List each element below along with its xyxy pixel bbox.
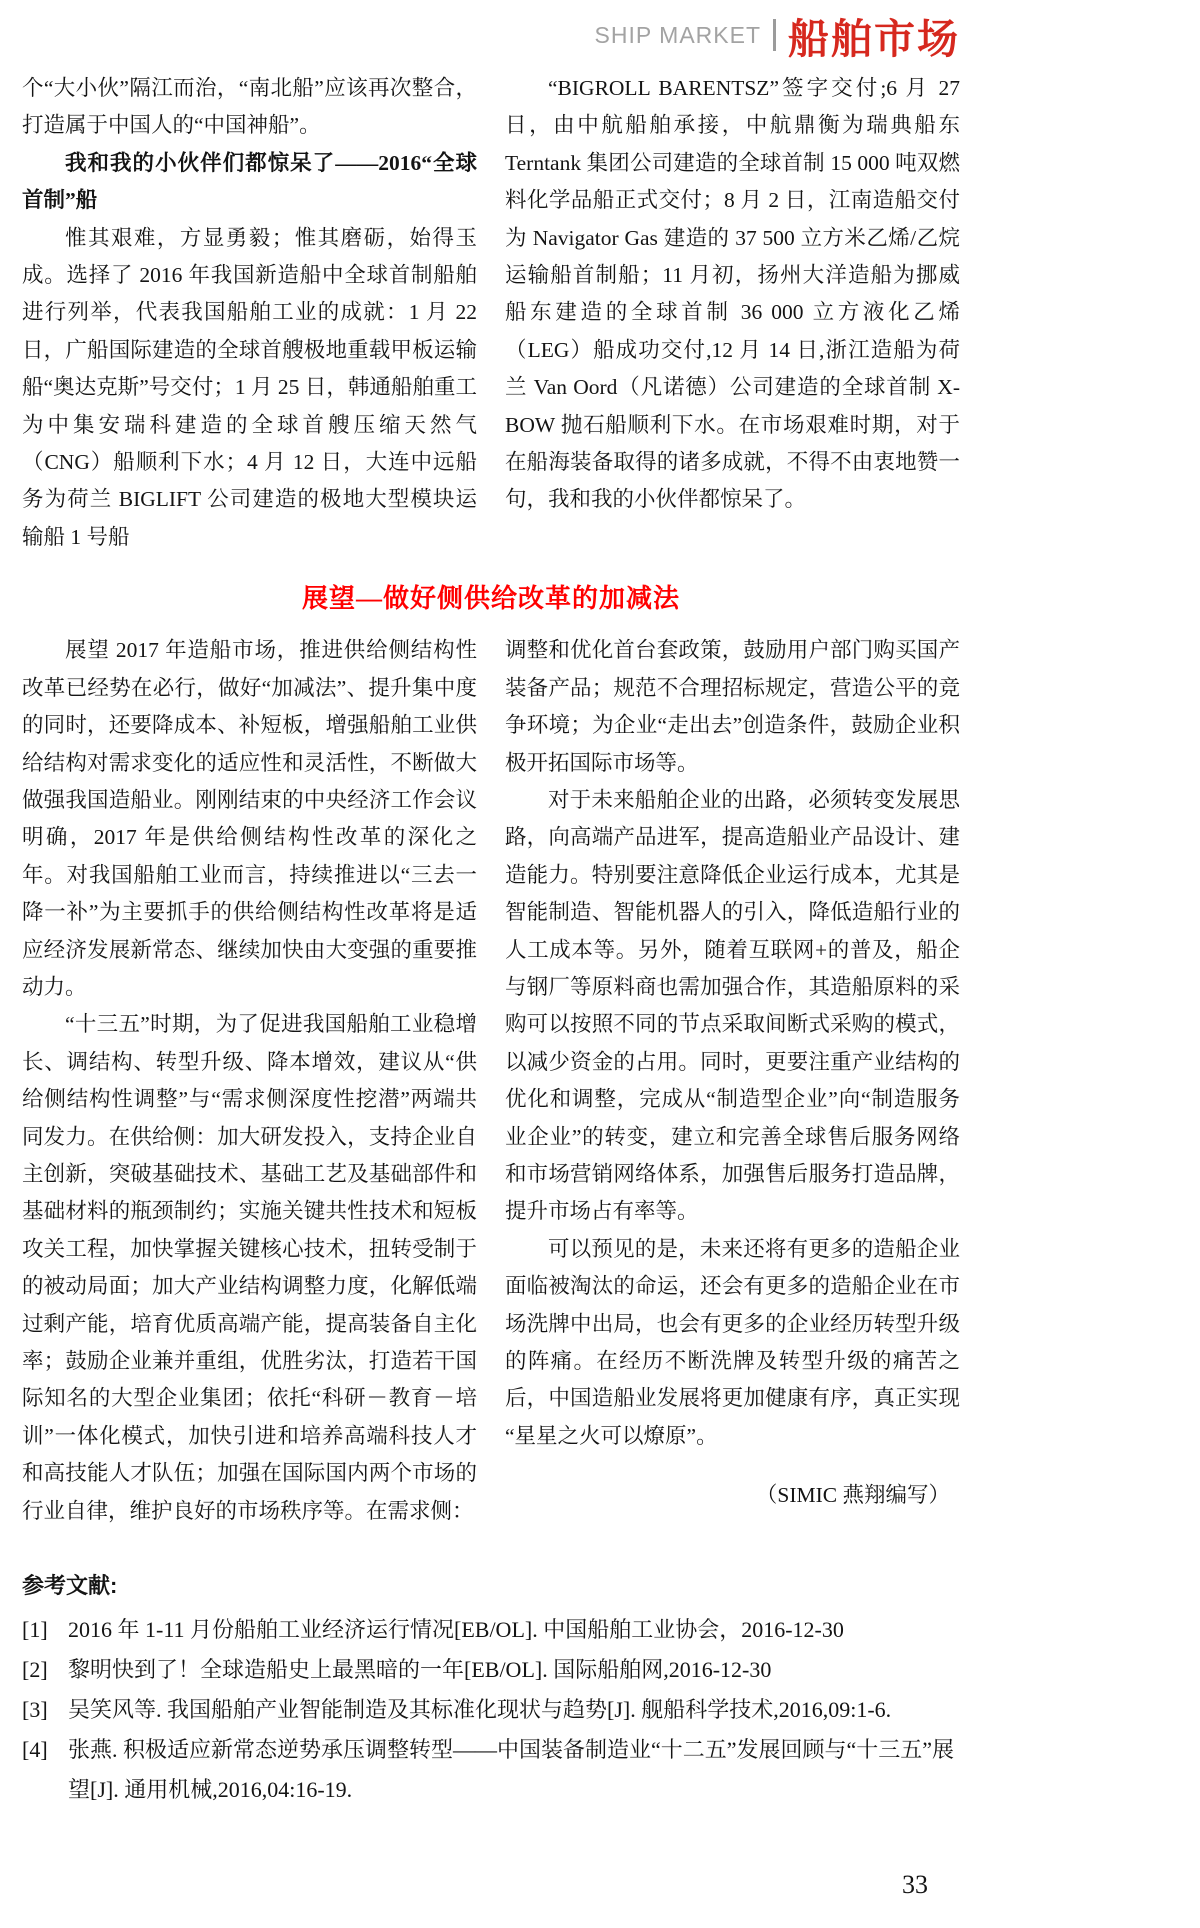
paragraph-ship-deliveries: 惟其艰难，方显勇毅；惟其磨砺，始得玉成。选择了 2016 年我国新造船中全球首制船舶进行列举，代表我国船舶工业的成就：1 月 22 日，广船国际建造的全球首艘极地重载甲板运输船“奥达克斯”号交付；1 月 25 日，韩通船舶重工为中集安瑞科建造的全球首艘压缩天然气（CNG）船顺利下水；4 月 12 日，大连中远船务为荷兰 BIGLIFT 公司建造的极地大型模块运输船 1 号船 (22, 225, 477, 549)
reference-item (22, 1610, 960, 1650)
reference-text: 张燕. 积极适应新常态逆势承压调整转型——中国装备制造业“十二五”发展回顾与“十三五”展望[J]. 通用机械,2016,04:16-19. (68, 1737, 955, 1803)
column-right-bottom (505, 632, 960, 1530)
reference-text: 黎明快到了！全球造船史上最黑暗的一年[EB/OL]. 国际船舶网,2016-12-30 (68, 1657, 772, 1683)
column-left-bottom (22, 632, 477, 1530)
reference-item (22, 1730, 960, 1810)
references-section (22, 1566, 960, 1810)
paragraph-demand-side: 调整和优化首台套政策，鼓励用户部门购买国产装备产品；规范不合理招标规定，营造公平的竞争环境；为企业“走出去”创造条件，鼓励企业积极开拓国际市场等。 (505, 638, 960, 775)
page-number: 33 (902, 1870, 928, 1899)
reference-text: 2016 年 1-11 月份船舶工业经济运行情况[EB/OL]. 中国船舶工业协会，2016-12-30 (68, 1617, 844, 1643)
page-content (22, 8, 960, 1810)
reference-number: [3] (22, 1697, 48, 1723)
paragraph-enterprise-future: 对于未来船舶企业的出路，必须转变发展思路，向高端产品进军，提高造船业产品设计、建造能力。特别要注意降低企业运行成本，尤其是智能制造、智能机器人的引入，降低造船行业的人工成本等。另外，随着互联网+的普及，船企与钢厂等原料商也需加强合作，其造船原料的采购可以按照不同的节点采取间断式采购的模式，以减少资金的占用。同时，更要注重产业结构的优化和调整，完成从“制造型企业”向“制造服务业企业”的转变，建立和完善全球售后服务网络和市场营销网络体系，加强售后服务打造品牌，提升市场占有率等。 (505, 787, 960, 1224)
paragraph-continuation: 个“大小伙”隔江而治，“南北船”应该再次整合，打造属于中国人的“中国神船”。 (22, 76, 477, 138)
paragraph-13th-five-year-plan: “十三五”时期，为了促进我国船舶工业稳增长、调结构、转型升级、降本增效，建议从“供给侧结构性调整”与“需求侧深度性挖潜”两端共同发力。在供给侧：加大研发投入，支持企业自主创新，突破基础技术、基础工艺及基础部件和基础材料的瓶颈制约；实施关键共性技术和短板攻关工程，加快掌握关键核心技术，扭转受制于的被动局面；加大产业结构调整力度，化解低端过剩产能，培育优质高端产能，提高装备自主化率；鼓励企业兼并重组，优胜劣汰，打造若干国际知名的大型企业集团；依托“科研－教育－培训”一体化模式，加快引进和培养高端科技人才和高技能人才队伍；加强在国际国内两个市场的行业自律，维护良好的市场秩序等。在需求侧： (22, 1012, 477, 1523)
paragraph-ship-deliveries-continued: “BIGROLL BARENTSZ”签字交付;6 月 27 日，由中航船舶承接，中航鼎衡为瑞典船东 Terntank 集团公司建造的全球首制 15 000 吨双燃料化学品船正式交付；8 月 2 日，江南造船交付为 Navigator Gas 建造的 37 500 立方米乙烯/乙烷运输船首制船；11 月初，扬州大洋造船为挪威船东建造的全球首制 36 000 立方液化乙烯（LEG）船成功交付,12 月 14 日,浙江造船为荷兰 Van Oord（凡诺德）公司建造的全球首制 X-BOW 抛石船顺利下水。在市场艰难时期，对于在船海装备取得的诸多成就，不得不由衷地赞一句，我和我的小伙伴都惊呆了。 (505, 76, 960, 512)
reference-item (22, 1690, 960, 1730)
section-heading-outlook: 展望—做好侧供给改革的加减法 (301, 584, 680, 614)
reference-text: 吴笑风等. 我国船舶产业智能制造及其标准化现状与趋势[J]. 舰船科学技术,2016,09:1-6. (68, 1697, 892, 1723)
subheading-2016-global-first: 我和我的小伙伴们都惊呆了——2016“全球首制”船 (22, 150, 477, 213)
reference-number: [2] (22, 1657, 48, 1683)
header-chinese-title: 船舶市场 (788, 15, 960, 62)
reference-item (22, 1650, 960, 1690)
paragraph-prediction: 可以预见的是，未来还将有更多的造船企业面临被淘汰的命运，还会有更多的造船企业在市场洗牌中出局，也会有更多的企业经历转型升级的阵痛。在经历不断洗牌及转型升级的痛苦之后，中国造船业发展将更加健康有序，真正实现“星星之火可以燎原”。 (505, 1236, 960, 1448)
page-header (22, 8, 960, 62)
paragraph-outlook-2017: 展望 2017 年造船市场，推进供给侧结构性改革已经势在必行，做好“加减法”、提升集中度的同时，还要降成本、补短板，增强船舶工业供给结构对需求变化的适应性和灵活性，不断做大做强我国造船业。刚刚结束的中央经济工作会议明确，2017 年是供给侧结构性改革的深化之年。对我国船舶工业而言，持续推进以“三去一降一补”为主要抓手的供给侧结构性改革将是适应经济发展新常态、继续加快由大变强的重要推动力。 (22, 638, 477, 999)
column-right-top (505, 70, 960, 556)
reference-number: [4] (22, 1737, 48, 1763)
author-byline: （SIMIC 燕翔编写） (755, 1483, 950, 1508)
section-outlook (22, 632, 960, 1530)
references-heading: 参考文献: (22, 1573, 118, 1599)
header-english-title: SHIP MARKET (594, 21, 761, 48)
column-left-top (22, 70, 477, 556)
section-global-first-ships (22, 70, 960, 556)
reference-number: [1] (22, 1617, 48, 1643)
header-divider (773, 19, 776, 51)
